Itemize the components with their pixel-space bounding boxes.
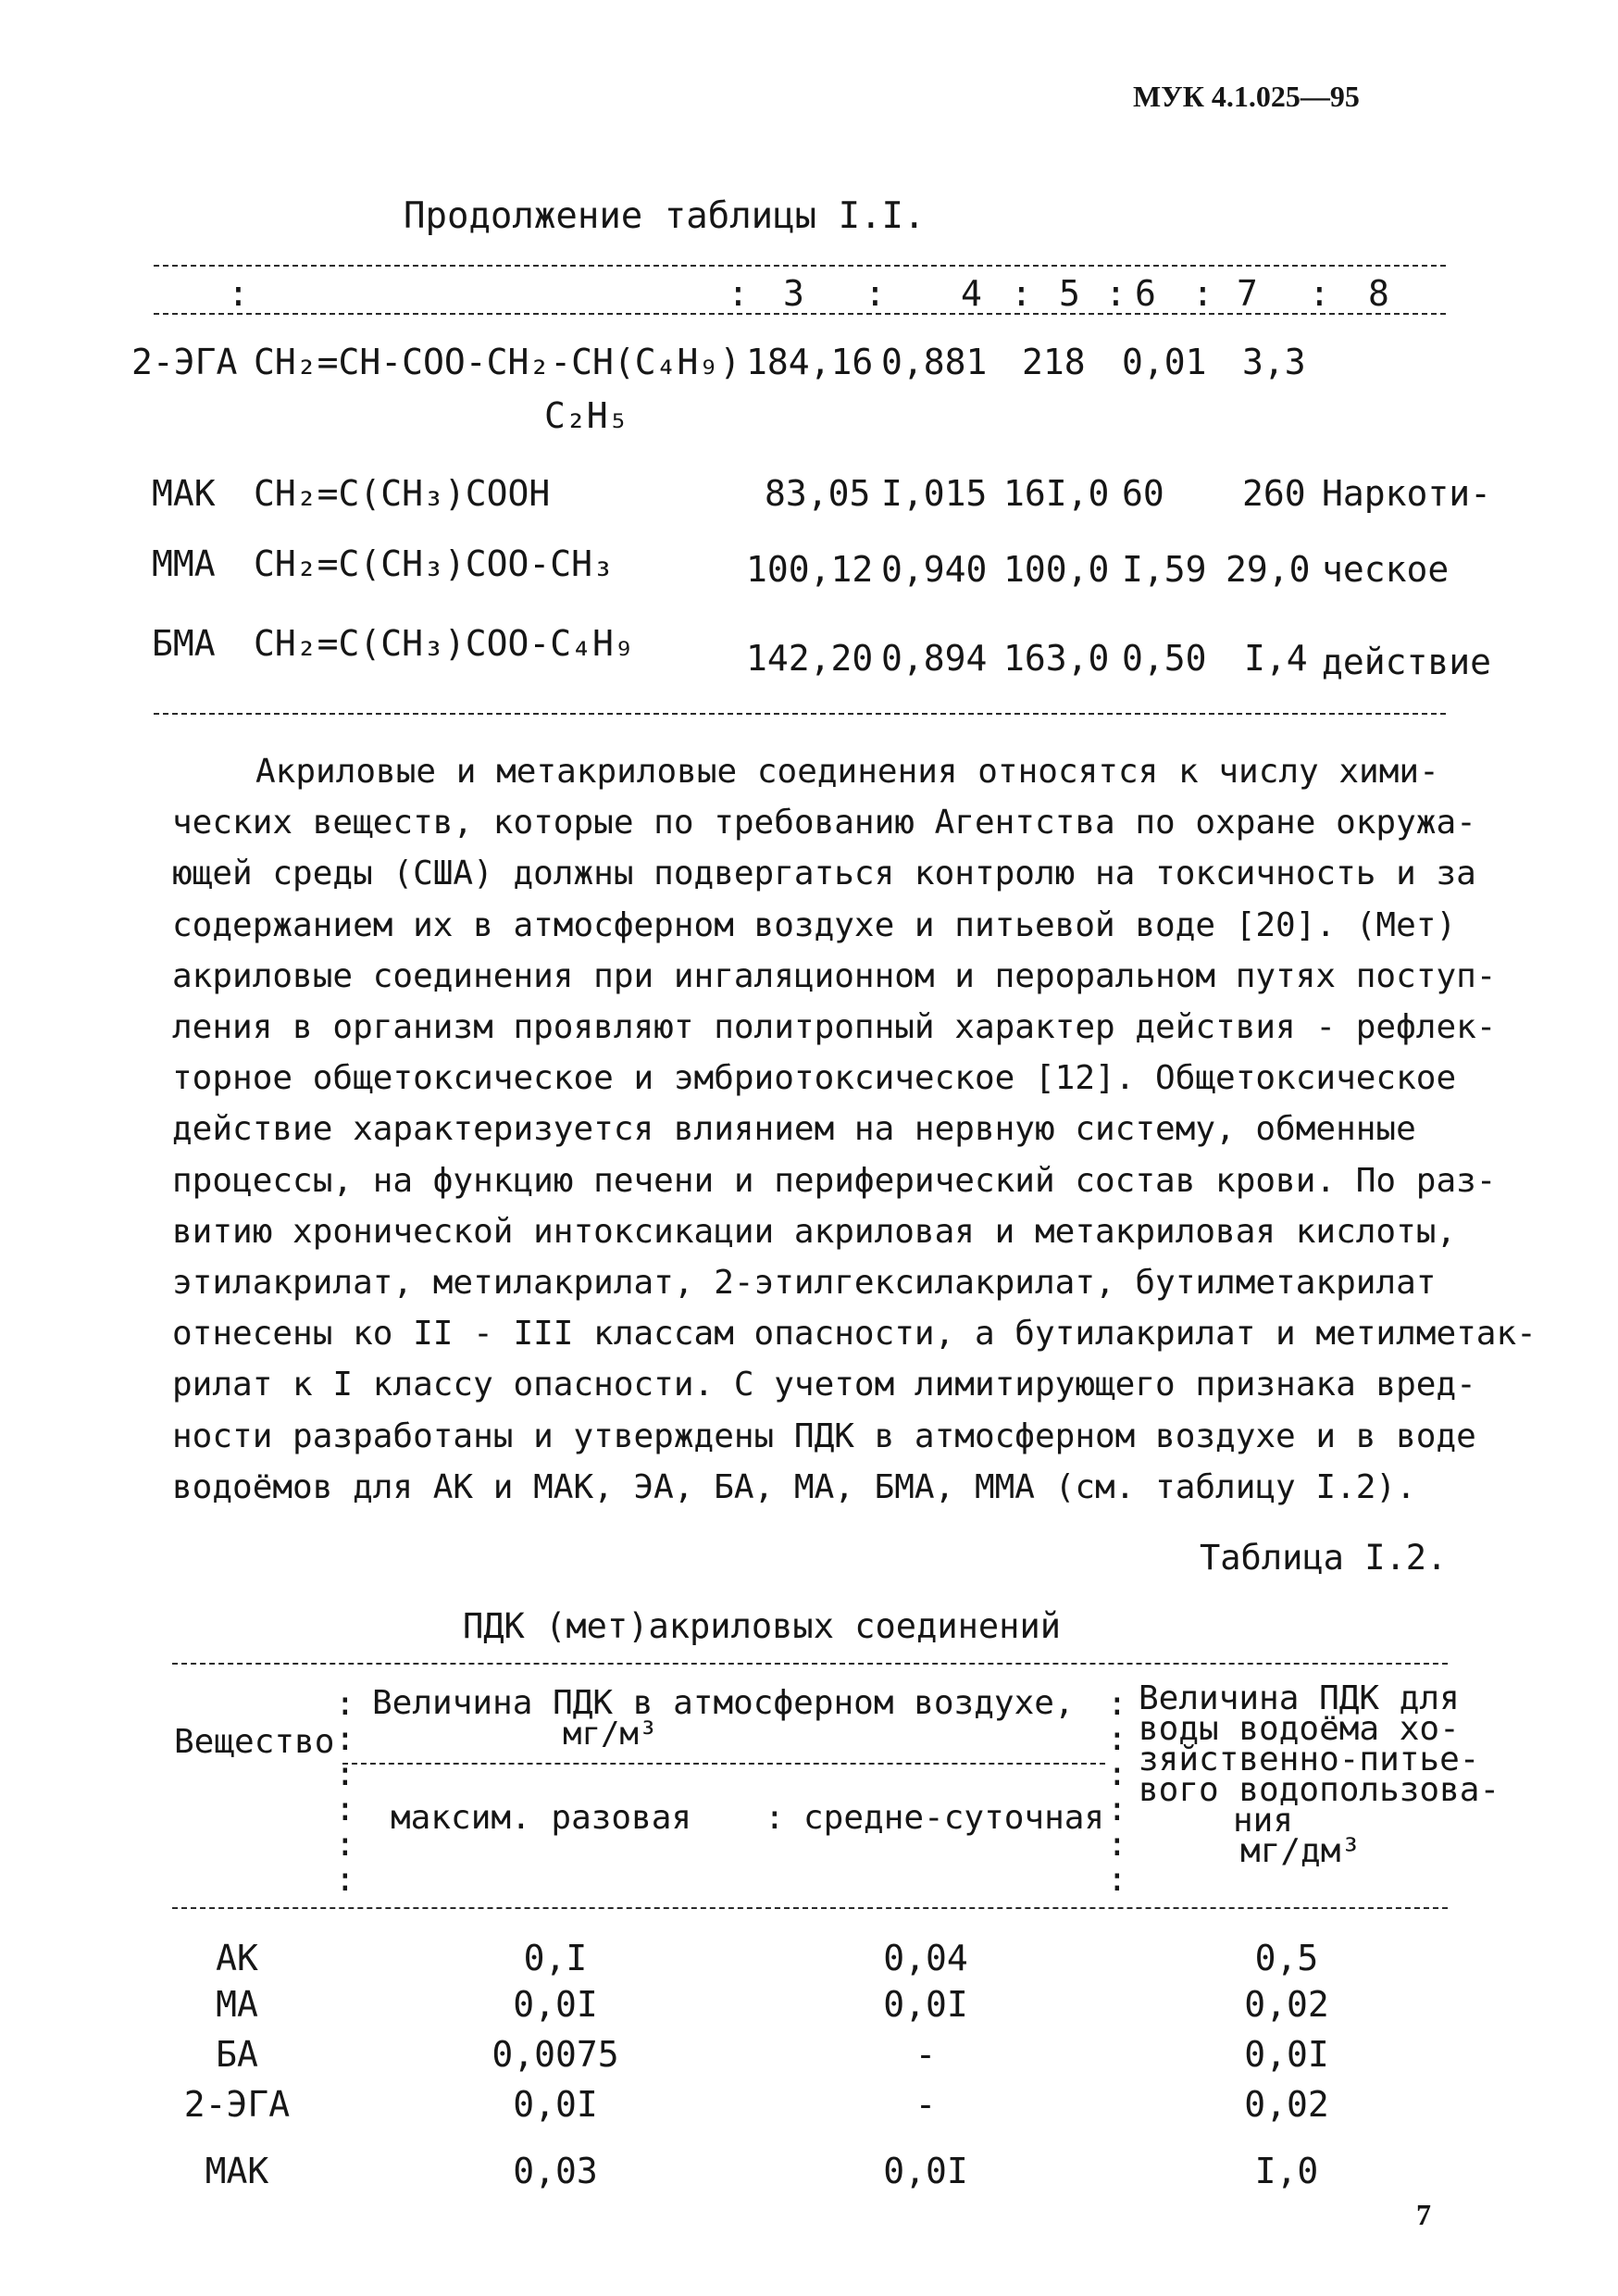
- table1-col-6: 6: [1135, 273, 1156, 314]
- page-number: 7: [1416, 2198, 1431, 2231]
- cell-c5: 100,0: [1003, 549, 1110, 590]
- table2-head-air-unit: мг/м³: [563, 1716, 658, 1753]
- paragraph-line: ления в организм проявляют политропный характер действия - рефлек-: [172, 1008, 1497, 1047]
- cell-max: 0,I: [523, 1938, 588, 1978]
- paragraph-line: процессы, на функцию печени и периферический состав крови. По раз-: [172, 1161, 1497, 1200]
- cell-substance: 2-ЭГА: [183, 2084, 291, 2125]
- cell-substance: МАК: [205, 2151, 269, 2191]
- paragraph-line: Акриловые и метакриловые соединения относятся к числу хими-: [255, 753, 1439, 791]
- table1-sep: :: [1011, 273, 1032, 314]
- table1-sep: :: [1309, 273, 1330, 314]
- cell-c8: ческое: [1322, 549, 1450, 590]
- row-code: ММА: [152, 543, 216, 584]
- cell-c3: 142,20: [746, 638, 874, 679]
- table1-sep: :: [228, 273, 249, 314]
- table1-col-8: 8: [1368, 273, 1389, 314]
- cell-c3: 100,12: [746, 549, 874, 590]
- table1-sep: :: [1192, 273, 1214, 314]
- cell-substance: БА: [216, 2034, 258, 2075]
- paragraph-line: торное общетоксическое и эмбриотоксическое [12]. Общетоксическое: [172, 1059, 1457, 1098]
- paragraph-line: водоёмов для АК и МАК, ЭА, БА, МА, БМА, ММА (см. таблицу I.2).: [172, 1467, 1416, 1506]
- table2-head-substance: Вещество: [174, 1723, 335, 1761]
- water-line: мг/дм³: [1240, 1832, 1362, 1870]
- cell-avg: -: [915, 2034, 937, 2075]
- cell-c6: 0,50: [1122, 638, 1207, 679]
- cell-water: 0,02: [1244, 2084, 1329, 2125]
- cell-c4: 0,894: [881, 638, 988, 679]
- cell-c5: 163,0: [1003, 638, 1110, 679]
- table1-caption: Продолжение таблицы I.I.: [404, 195, 926, 237]
- row-formula: CH₂=C(CH₃)COOH: [254, 473, 551, 514]
- water-line: зяйственно-питье-: [1139, 1741, 1480, 1778]
- cell-max: 0,03: [513, 2151, 598, 2191]
- table2-head-rule: [172, 1907, 1448, 1909]
- table1-bottom-rule: [154, 713, 1446, 715]
- table1-col-5: 5: [1059, 273, 1080, 314]
- table2-top-rule: [172, 1663, 1448, 1665]
- row-code: 2-ЭГА: [131, 342, 238, 382]
- cell-c3: 184,16: [746, 342, 874, 382]
- table2-label: Таблица I.2.: [1200, 1538, 1448, 1578]
- cell-c7: 29,0: [1226, 549, 1311, 590]
- table1-sep: :: [1105, 273, 1126, 314]
- cell-water: 0,5: [1254, 1938, 1319, 1978]
- row-formula: CH₂=C(CH₃)COO-C₄H₉: [254, 623, 635, 664]
- table1-top-rule: [154, 265, 1446, 267]
- cell-c7: I,4: [1244, 638, 1308, 679]
- paragraph-line: ческих веществ, которые по требованию Агентства по охране окружа-: [172, 804, 1476, 842]
- paragraph-line: содержанием их в атмосферном воздухе и питьевой воде [20]. (Мет): [172, 905, 1457, 944]
- cell-c7: 3,3: [1242, 342, 1306, 382]
- body-paragraph: [172, 746, 1537, 1513]
- cell-substance: МА: [216, 1984, 258, 2025]
- cell-c6: I,59: [1122, 549, 1207, 590]
- paragraph-line: рилат к I классу опасности. С учетом лимитирующего признака вред-: [172, 1366, 1476, 1404]
- cell-max: 0,0075: [492, 2034, 619, 2075]
- paragraph-line: действие характеризуется влиянием на нервную систему, обменные: [172, 1110, 1416, 1149]
- cell-c4: I,015: [881, 473, 988, 514]
- paragraph-line: витию хронической интоксикации акриловая и метакриловая кислоты,: [172, 1212, 1457, 1251]
- row-formula: CH₂=CH-COO-CH₂-CH(C₄H₉): [254, 342, 741, 382]
- doc-code: МУК 4.1.025—95: [1133, 80, 1360, 113]
- cell-avg: -: [915, 2084, 937, 2125]
- paragraph-line: этилакрилат, метилакрилат, 2-этилгексилакрилат, бутилметакрилат: [172, 1264, 1437, 1303]
- cell-c5: 16I,0: [1003, 473, 1110, 514]
- water-line: Величина ПДК для: [1139, 1679, 1460, 1717]
- table1-col-3: 3: [783, 273, 804, 314]
- row-code: МАК: [152, 473, 216, 514]
- table2-sep: : : : : : :: [1107, 1685, 1127, 1899]
- cell-c6: 60: [1122, 473, 1164, 514]
- table2-sep: : : : : : :: [335, 1685, 355, 1899]
- table1-sep: :: [728, 273, 749, 314]
- table1-col-4: 4: [961, 273, 982, 314]
- table1-sep: :: [865, 273, 886, 314]
- cell-substance: АК: [216, 1938, 258, 1978]
- cell-c8: действие: [1322, 642, 1492, 682]
- table2-head-air: Величина ПДК в атмосферном воздухе,: [372, 1684, 1075, 1722]
- cell-c5: 218: [1022, 342, 1086, 382]
- cell-c8: Наркоти-: [1322, 473, 1492, 514]
- cell-c4: 0,940: [881, 549, 988, 590]
- cell-c4: 0,881: [881, 342, 988, 382]
- cell-water: 0,0I: [1244, 2034, 1329, 2075]
- paragraph-line: ности разработаны и утверждены ПДК в атмосферном воздухе и в воде: [172, 1416, 1476, 1455]
- table2-head-max: максим. разовая: [391, 1799, 692, 1837]
- water-line: ния: [1233, 1802, 1294, 1840]
- cell-c7: 260: [1242, 473, 1306, 514]
- table2-sep: :: [765, 1799, 785, 1837]
- cell-avg: 0,0I: [883, 1984, 968, 2025]
- cell-avg: 0,04: [883, 1938, 968, 1978]
- table2-title: ПДК (мет)акриловых соединений: [463, 1606, 1062, 1646]
- row-formula: CH₂=C(CH₃)COO-CH₃: [254, 543, 614, 584]
- water-line: воды водоёма хо-: [1139, 1710, 1460, 1748]
- water-line: вого водопользова-: [1139, 1771, 1500, 1809]
- paragraph-line: отнесены ко II - III классам опасности, а бутилакрилат и метилметак-: [172, 1315, 1537, 1354]
- cell-water: 0,02: [1244, 1984, 1329, 2025]
- cell-c6: 0,01: [1122, 342, 1207, 382]
- cell-max: 0,0I: [513, 2084, 598, 2125]
- row-code: БМА: [152, 623, 216, 664]
- cell-avg: 0,0I: [883, 2151, 968, 2191]
- paragraph-line: акриловые соединения при ингаляционном и пероральном путях поступ-: [172, 956, 1497, 995]
- table2-head-avg: средне-суточная: [803, 1799, 1105, 1837]
- table1-col-7: 7: [1237, 273, 1258, 314]
- table2-subhead-rule: [342, 1763, 1105, 1765]
- row-formula-branch: C₂H₅: [544, 395, 629, 436]
- paragraph-line: ющей среды (США) должны подвергаться контролю на токсичность и за: [172, 855, 1476, 893]
- cell-c3: 83,05: [765, 473, 871, 514]
- table2-head-water: [1139, 1679, 1500, 1870]
- cell-water: I,0: [1254, 2151, 1319, 2191]
- cell-max: 0,0I: [513, 1984, 598, 2025]
